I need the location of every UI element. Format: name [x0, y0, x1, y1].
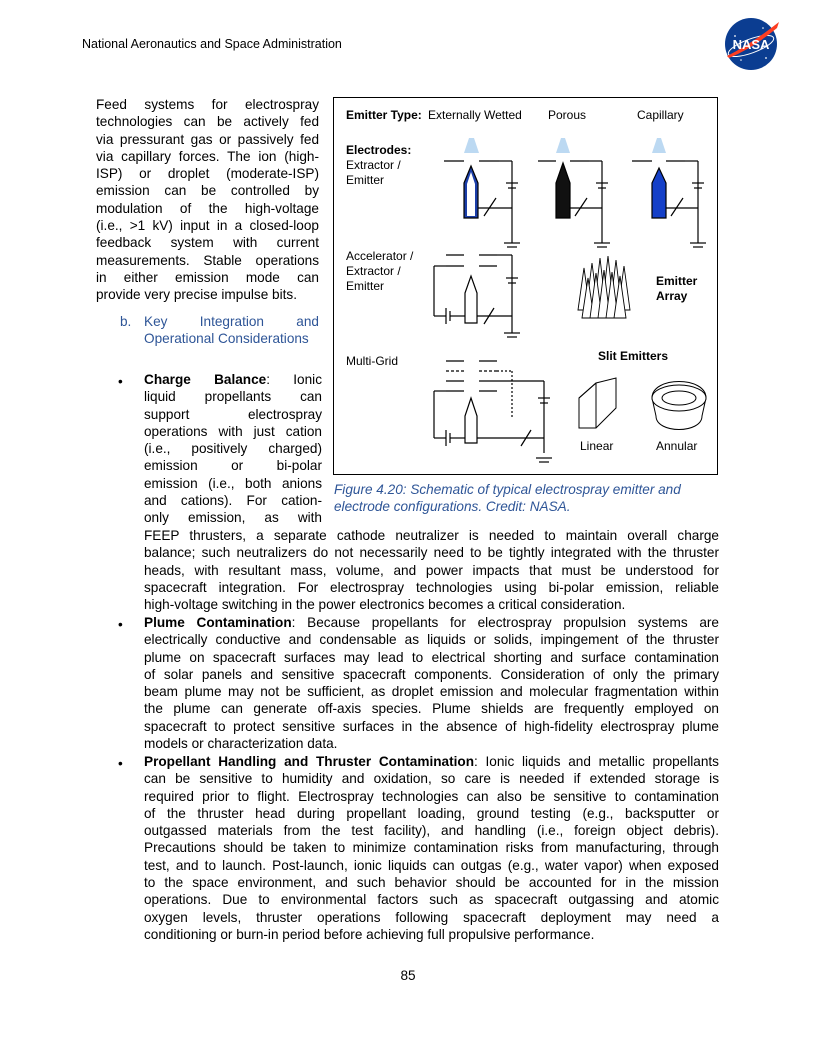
intro-line: provide very precise impulse bits.	[96, 287, 297, 303]
multi-grid-label: Multi-Grid	[346, 354, 399, 368]
emitter-externally-wetted	[444, 138, 520, 247]
charge-balance-line: emission (i.e., both anions	[144, 475, 322, 491]
plume-line: models or characterization data.	[144, 736, 338, 752]
charge-balance-line: spacecraft integration. For electrospray technologies using bi-polar emission, reliable	[144, 579, 719, 595]
plume-contamination	[144, 614, 719, 752]
type-externally-wetted: Externally Wetted	[428, 108, 522, 122]
extractor-label: Extractor /	[346, 158, 401, 172]
charge-balance-line: : Ionic	[266, 372, 322, 387]
handling-line: Precautions should be taken to minimize contamination risks from manufacturing, through	[144, 840, 719, 856]
intro-line: ISP) or droplet (moderate-ISP)	[96, 166, 319, 182]
emitter-label-2: Emitter	[346, 279, 385, 293]
handling-line: required prior to flight. Electrospray technologies can also be sensitive to contamination	[144, 788, 719, 804]
emitter-capillary	[632, 138, 706, 247]
charge-balance-narrow	[144, 371, 322, 527]
multi-grid-circuit	[434, 361, 552, 462]
plume-line: the plume can generate off-axis species. Plume shields are frequently employed on	[144, 701, 719, 717]
charge-balance-line: liquid propellants can	[144, 389, 322, 405]
charge-balance-line: heads, with resultant mass, volume, and power impacts that must be understood for	[144, 562, 719, 578]
linear-slit-emitter	[579, 378, 616, 428]
electrodes-label: Electrodes:	[346, 143, 412, 157]
intro-line: Feed systems for electrospray	[96, 97, 319, 112]
emitter-type-label: Emitter Type:	[346, 108, 422, 122]
handling-line: test, and to launch. Post-launch, ionic liquids can outgas (e.g., water vapor) when exposed	[144, 857, 719, 873]
propellant-handling	[144, 753, 719, 943]
intro-line: feedback system with current	[96, 235, 319, 251]
charge-balance-title: Charge Balance	[144, 372, 267, 387]
plume-line: of solar panels and sensitive spacecraft components. Consideration of only the primary	[144, 666, 719, 682]
type-porous: Porous	[548, 108, 587, 122]
logo-text: NASA	[732, 37, 770, 52]
handling-line: to the space environment, and such behavior should be accounted for in the mission	[144, 875, 719, 891]
plume-line: plume on spacecraft surfaces may lead to electrical shorting and surface contamination	[144, 649, 719, 665]
emitter-label: Emitter	[346, 173, 385, 187]
intro-line: measurements. Stable operations	[96, 252, 319, 268]
intro-line: technologies can be actively fed	[96, 114, 319, 130]
figure-caption: Figure 4.20: Schematic of typical electrospray emitter and electrode configurations. Credit: NASA.	[334, 482, 681, 514]
subsection-title: Key Integration and Operational Considerations	[144, 314, 319, 346]
accelerator-extractor-circuit	[434, 255, 520, 337]
page-number: 85	[400, 968, 416, 983]
charge-balance-line: (i.e., positively charged)	[144, 441, 322, 457]
plume-line: spacecraft to protect sensitive surfaces in the absence of high-fidelity electrospray plume	[144, 718, 719, 734]
header-org: National Aeronautics and Space Administration	[82, 37, 342, 51]
intro-line: emission can be controlled by	[96, 183, 319, 199]
handling-line: of the thruster head during propellant loading, ground testing (e.g., backsputter or	[144, 805, 719, 821]
emitter-array-label-2: Array	[656, 289, 688, 303]
handling-line: : Ionic liquids and metallic propellants	[474, 754, 719, 769]
extractor-label-2: Extractor /	[346, 264, 401, 278]
plume-line: beam plume may not be sufficient, as droplet emission and molecular fragmentation within	[144, 684, 719, 700]
charge-balance-line: emission or bi-polar	[144, 458, 322, 474]
handling-line: oxygen levels, thruster operations following spacecraft deployment may need a	[144, 909, 719, 925]
charge-balance-line: only emission, as with	[144, 510, 322, 526]
subsection-label: b.	[120, 314, 132, 329]
type-capillary: Capillary	[637, 108, 684, 122]
slit-emitters-label: Slit Emitters	[598, 349, 669, 363]
handling-line: can be sensitive to humidity and oxidation, so care is needed if extended storage is	[144, 771, 719, 787]
charge-balance-line: high-voltage switching in the power electronics becomes a critical consideration.	[144, 597, 626, 613]
charge-balance-line: support electrospray	[144, 406, 322, 422]
charge-balance-line: FEEP thrusters, a separate cathode neutralizer is needed to maintain overall charge	[144, 528, 719, 543]
emitter-porous	[538, 138, 610, 247]
plume-title: Plume Contamination	[144, 615, 292, 630]
bullet-marker: •	[118, 617, 123, 632]
intro-line: via pressurant gas or passively fed	[96, 131, 319, 147]
figure-diagram	[334, 98, 719, 476]
annular-label: Annular	[656, 439, 698, 453]
plume-line: : Because propellants for electrospray propulsion systems are	[291, 615, 719, 630]
handling-line: conditioning or burn-in period before achieving full propulsive performance.	[144, 926, 595, 942]
bullet-marker: •	[118, 374, 123, 389]
accelerator-label: Accelerator /	[346, 249, 414, 263]
nasa-logo	[721, 16, 781, 72]
electrospray-figure	[333, 97, 718, 475]
bullet-marker: •	[118, 756, 123, 771]
charge-balance-line: balance; such neutralizers do not necessarily need to be tightly integrated with the thruster	[144, 545, 719, 561]
plume-line: electrically conductive and condensable as liquids or solids, impingement of the thruster	[144, 632, 719, 648]
handling-line: outgassed materials from the test facility), and handling (i.e., foreign object debris).	[144, 823, 719, 839]
handling-title: Propellant Handling and Thruster Contamination	[144, 754, 475, 769]
charge-balance-line: operations with just cation	[144, 423, 322, 439]
charge-balance-line: and cations). For cation-	[144, 493, 322, 509]
emitter-array-label-1: Emitter	[656, 274, 698, 288]
handling-line: operations. Due to environmental factors such as spacecraft outgassing and atomic	[144, 892, 719, 908]
intro-line: in either emission mode can	[96, 269, 319, 285]
charge-balance-wide	[144, 527, 719, 613]
emitter-array-graphic	[578, 256, 630, 318]
intro-paragraph	[96, 96, 319, 304]
linear-label: Linear	[580, 439, 614, 453]
intro-line: via capillary forces. The ion (high-	[96, 148, 319, 164]
intro-line: modulation of the high-voltage	[96, 200, 319, 216]
annular-slit-emitter	[652, 382, 706, 430]
intro-line: (i.e., >1 kV) input in a closed-loop	[96, 218, 319, 234]
